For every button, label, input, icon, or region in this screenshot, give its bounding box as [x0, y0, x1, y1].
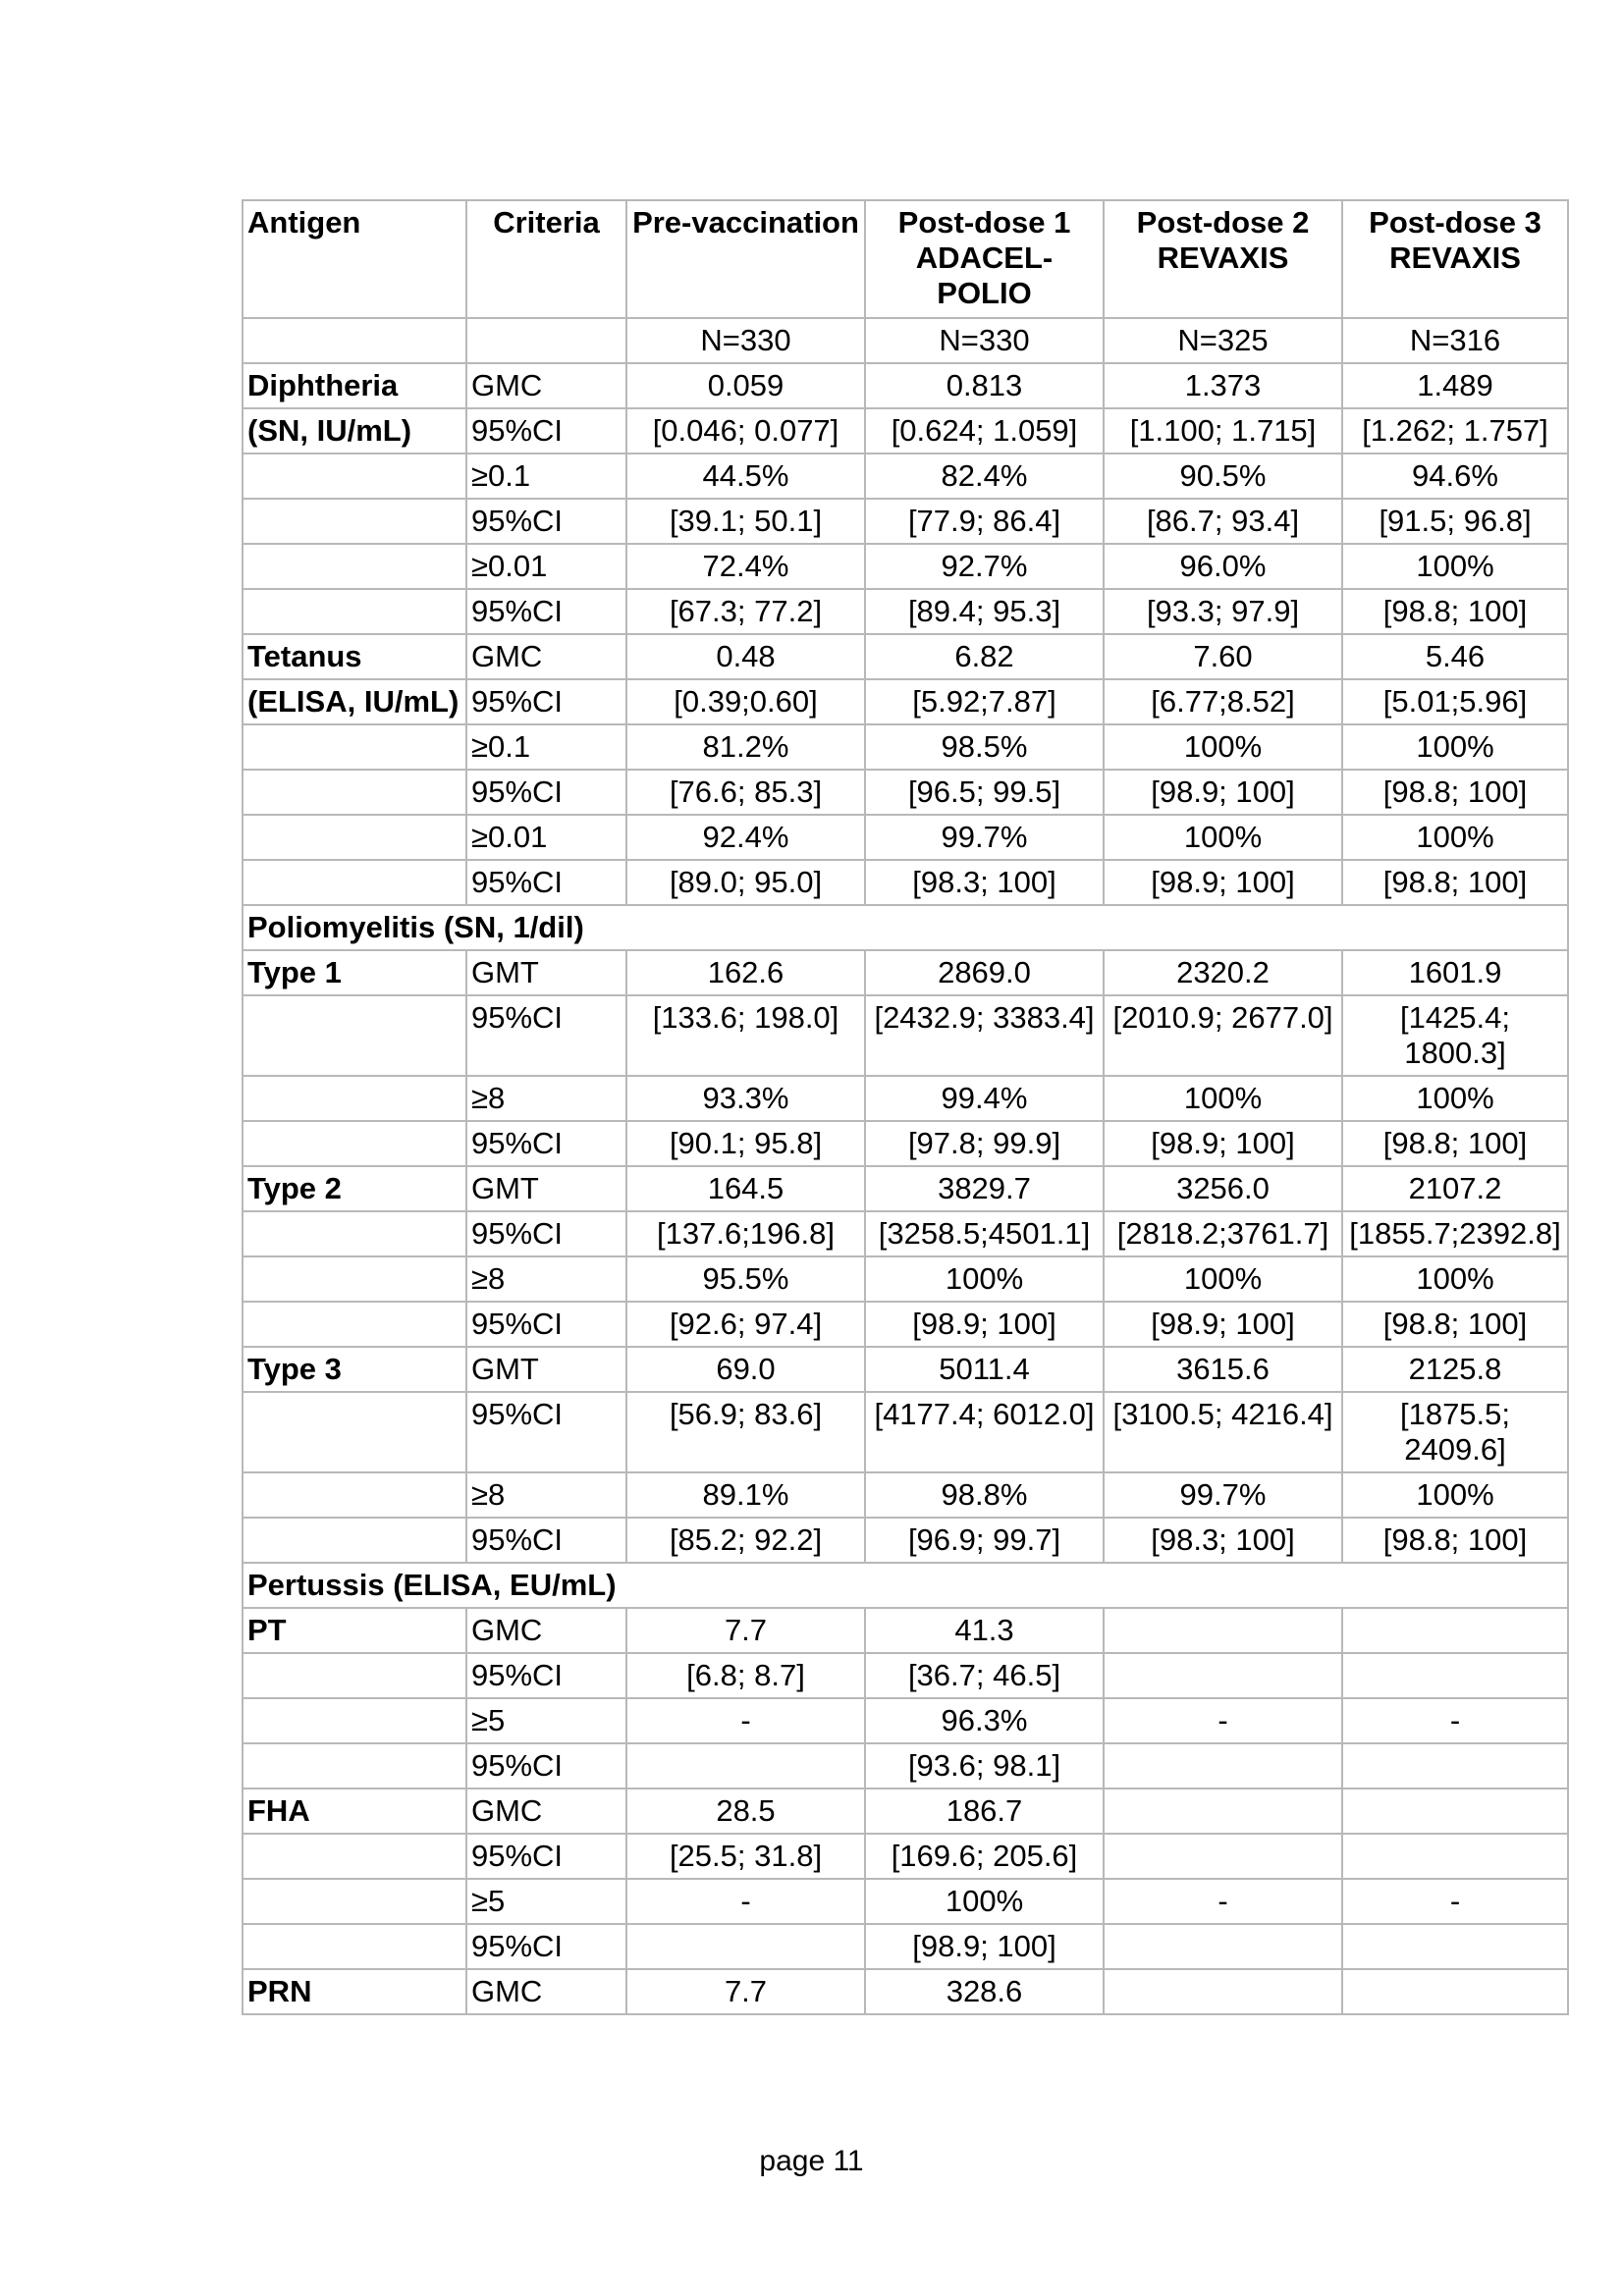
antigen-cell [243, 1924, 466, 1969]
value-cell: [4177.4; 6012.0] [865, 1392, 1104, 1472]
antigen-cell [243, 860, 466, 905]
table-row [243, 1789, 1568, 1834]
table-row [243, 724, 1568, 770]
criteria-cell: ≥5 [466, 1879, 626, 1924]
antigen-cell: Type 3 [243, 1347, 466, 1392]
criteria-cell: GMC [466, 634, 626, 679]
value-cell: [5.01;5.96] [1342, 679, 1568, 724]
criteria-cell: 95%CI [466, 1121, 626, 1166]
value-cell: 69.0 [626, 1347, 865, 1392]
antigen-cell [243, 544, 466, 589]
value-cell: 28.5 [626, 1789, 865, 1834]
value-cell: 164.5 [626, 1166, 865, 1211]
criteria-cell: GMT [466, 950, 626, 995]
table-row [243, 1879, 1568, 1924]
antigen-cell [243, 1879, 466, 1924]
value-cell: 100% [1104, 1256, 1342, 1302]
header-post-dose-3: Post-dose 3 REVAXIS [1342, 200, 1568, 318]
criteria-cell: 95%CI [466, 499, 626, 544]
value-cell: 100% [865, 1256, 1104, 1302]
value-cell: [98.8; 100] [1342, 1518, 1568, 1563]
table-row [243, 408, 1568, 454]
table-row [243, 589, 1568, 634]
value-cell: 99.7% [865, 815, 1104, 860]
value-cell [1342, 1834, 1568, 1879]
criteria-cell: GMC [466, 1789, 626, 1834]
value-cell: [98.9; 100] [1104, 1302, 1342, 1347]
value-cell [1104, 1653, 1342, 1698]
value-cell: 100% [1342, 1076, 1568, 1121]
value-cell: [86.7; 93.4] [1104, 499, 1342, 544]
value-cell: 95.5% [626, 1256, 865, 1302]
value-cell: 7.7 [626, 1969, 865, 2014]
value-cell [1104, 1834, 1342, 1879]
value-cell: [1855.7;2392.8] [1342, 1211, 1568, 1256]
criteria-cell: GMC [466, 1608, 626, 1653]
value-cell: - [1104, 1879, 1342, 1924]
criteria-cell: GMC [466, 1969, 626, 2014]
value-cell: 100% [1104, 724, 1342, 770]
value-cell: - [1342, 1879, 1568, 1924]
value-cell: 100% [1342, 1256, 1568, 1302]
table-row [243, 454, 1568, 499]
criteria-cell: ≥0.1 [466, 454, 626, 499]
value-cell: [93.3; 97.9] [1104, 589, 1342, 634]
table-row [243, 1472, 1568, 1518]
criteria-cell: GMT [466, 1166, 626, 1211]
table-row [243, 1211, 1568, 1256]
value-cell: [6.8; 8.7] [626, 1653, 865, 1698]
table-row [243, 1698, 1568, 1743]
antigen-cell [243, 1834, 466, 1879]
immunogenicity-table [242, 199, 1569, 2015]
antigen-cell [243, 1211, 466, 1256]
antigen-cell [243, 318, 466, 363]
value-cell: [85.2; 92.2] [626, 1518, 865, 1563]
value-cell: 100% [1342, 724, 1568, 770]
table-row [243, 1392, 1568, 1472]
table-row [243, 363, 1568, 408]
antigen-cell [243, 1392, 466, 1472]
value-cell: 99.4% [865, 1076, 1104, 1121]
criteria-cell: GMT [466, 1347, 626, 1392]
value-cell: 89.1% [626, 1472, 865, 1518]
value-cell [1342, 1969, 1568, 2014]
antigen-cell: PT [243, 1608, 466, 1653]
criteria-cell: ≥8 [466, 1076, 626, 1121]
table-row [243, 544, 1568, 589]
criteria-cell: 95%CI [466, 1743, 626, 1789]
value-cell: [36.7; 46.5] [865, 1653, 1104, 1698]
value-cell: 81.2% [626, 724, 865, 770]
value-cell: 1.489 [1342, 363, 1568, 408]
header-criteria: Criteria [466, 200, 626, 318]
value-cell: [96.5; 99.5] [865, 770, 1104, 815]
value-cell: N=330 [865, 318, 1104, 363]
value-cell: [98.8; 100] [1342, 860, 1568, 905]
table-row [243, 950, 1568, 995]
value-cell: [97.8; 99.9] [865, 1121, 1104, 1166]
value-cell: [93.6; 98.1] [865, 1743, 1104, 1789]
criteria-cell: ≥0.01 [466, 815, 626, 860]
value-cell: [3258.5;4501.1] [865, 1211, 1104, 1256]
table-row [243, 1969, 1568, 2014]
value-cell [1104, 1969, 1342, 2014]
table-row [243, 1743, 1568, 1789]
criteria-cell: 95%CI [466, 589, 626, 634]
value-cell: 0.813 [865, 363, 1104, 408]
value-cell: [96.9; 99.7] [865, 1518, 1104, 1563]
antigen-cell: FHA [243, 1789, 466, 1834]
value-cell: [133.6; 198.0] [626, 995, 865, 1076]
value-cell: 98.5% [865, 724, 1104, 770]
criteria-cell: 95%CI [466, 1834, 626, 1879]
value-cell: 96.0% [1104, 544, 1342, 589]
table-row [243, 1347, 1568, 1392]
value-cell: [98.8; 100] [1342, 1302, 1568, 1347]
antigen-cell [243, 1076, 466, 1121]
value-cell [626, 1924, 865, 1969]
criteria-cell: 95%CI [466, 679, 626, 724]
header-antigen: Antigen [243, 200, 466, 318]
value-cell: [92.6; 97.4] [626, 1302, 865, 1347]
header-pre-vaccination: Pre-vaccination [626, 200, 865, 318]
value-cell: [98.9; 100] [865, 1924, 1104, 1969]
antigen-cell [243, 770, 466, 815]
value-cell: [169.6; 205.6] [865, 1834, 1104, 1879]
criteria-cell: ≥0.1 [466, 724, 626, 770]
value-cell: [2010.9; 2677.0] [1104, 995, 1342, 1076]
value-cell: - [626, 1698, 865, 1743]
value-cell: 94.6% [1342, 454, 1568, 499]
antigen-cell: Type 2 [243, 1166, 466, 1211]
antigen-cell [243, 1698, 466, 1743]
value-cell: [98.9; 100] [1104, 860, 1342, 905]
value-cell: [98.9; 100] [865, 1302, 1104, 1347]
value-cell: 0.059 [626, 363, 865, 408]
criteria-cell: GMC [466, 363, 626, 408]
table-header-row [243, 200, 1568, 318]
criteria-cell [466, 318, 626, 363]
antigen-cell [243, 1472, 466, 1518]
value-cell: [67.3; 77.2] [626, 589, 865, 634]
value-cell: 2320.2 [1104, 950, 1342, 995]
value-cell: 162.6 [626, 950, 865, 995]
value-cell: [137.6;196.8] [626, 1211, 865, 1256]
antigen-cell: (SN, IU/mL) [243, 408, 466, 454]
value-cell: 100% [1342, 1472, 1568, 1518]
value-cell [1342, 1789, 1568, 1834]
value-cell: [1.100; 1.715] [1104, 408, 1342, 454]
value-cell: 99.7% [1104, 1472, 1342, 1518]
value-cell: 6.82 [865, 634, 1104, 679]
value-cell: [98.8; 100] [1342, 589, 1568, 634]
criteria-cell: 95%CI [466, 1392, 626, 1472]
table-row [243, 1121, 1568, 1166]
antigen-cell [243, 995, 466, 1076]
criteria-cell: 95%CI [466, 1302, 626, 1347]
value-cell: [90.1; 95.8] [626, 1121, 865, 1166]
criteria-cell: 95%CI [466, 770, 626, 815]
value-cell: [1425.4; 1800.3] [1342, 995, 1568, 1076]
antigen-cell [243, 724, 466, 770]
value-cell: 100% [1104, 815, 1342, 860]
value-cell: N=330 [626, 318, 865, 363]
value-cell [1104, 1789, 1342, 1834]
antigen-cell [243, 589, 466, 634]
table-row [243, 1518, 1568, 1563]
value-cell: [77.9; 86.4] [865, 499, 1104, 544]
value-cell: 44.5% [626, 454, 865, 499]
value-cell: 72.4% [626, 544, 865, 589]
value-cell: 3829.7 [865, 1166, 1104, 1211]
value-cell: 96.3% [865, 1698, 1104, 1743]
value-cell [1104, 1608, 1342, 1653]
criteria-cell: 95%CI [466, 1211, 626, 1256]
value-cell: 2107.2 [1342, 1166, 1568, 1211]
antigen-cell [243, 1743, 466, 1789]
value-cell: [5.92;7.87] [865, 679, 1104, 724]
criteria-cell: ≥8 [466, 1256, 626, 1302]
value-cell: [98.9; 100] [1104, 1121, 1342, 1166]
antigen-cell: (ELISA, IU/mL) [243, 679, 466, 724]
value-cell [1104, 1924, 1342, 1969]
table-row [243, 770, 1568, 815]
value-cell: 100% [1104, 1076, 1342, 1121]
value-cell: [98.3; 100] [1104, 1518, 1342, 1563]
antigen-cell [243, 454, 466, 499]
value-cell: [76.6; 85.3] [626, 770, 865, 815]
value-cell [1342, 1653, 1568, 1698]
table-row [243, 679, 1568, 724]
value-cell: 92.4% [626, 815, 865, 860]
value-cell: [2432.9; 3383.4] [865, 995, 1104, 1076]
criteria-cell: 95%CI [466, 1924, 626, 1969]
value-cell: 1.373 [1104, 363, 1342, 408]
table-body [243, 318, 1568, 2014]
antigen-cell: PRN [243, 1969, 466, 2014]
value-cell [1342, 1743, 1568, 1789]
value-cell: 90.5% [1104, 454, 1342, 499]
criteria-cell: ≥0.01 [466, 544, 626, 589]
value-cell: [56.9; 83.6] [626, 1392, 865, 1472]
value-cell: [39.1; 50.1] [626, 499, 865, 544]
value-cell: 2869.0 [865, 950, 1104, 995]
value-cell: - [626, 1879, 865, 1924]
table-row [243, 860, 1568, 905]
criteria-cell: 95%CI [466, 860, 626, 905]
value-cell: 7.7 [626, 1608, 865, 1653]
value-cell: 93.3% [626, 1076, 865, 1121]
antigen-cell [243, 1302, 466, 1347]
value-cell: [1.262; 1.757] [1342, 408, 1568, 454]
table-row [243, 995, 1568, 1076]
value-cell: 5.46 [1342, 634, 1568, 679]
value-cell: [91.5; 96.8] [1342, 499, 1568, 544]
value-cell: [98.8; 100] [1342, 1121, 1568, 1166]
value-cell [626, 1743, 865, 1789]
value-cell: 7.60 [1104, 634, 1342, 679]
value-cell: 1601.9 [1342, 950, 1568, 995]
value-cell: [98.3; 100] [865, 860, 1104, 905]
criteria-cell: ≥8 [466, 1472, 626, 1518]
value-cell [1342, 1924, 1568, 1969]
value-cell [1342, 1608, 1568, 1653]
value-cell: [1875.5; 2409.6] [1342, 1392, 1568, 1472]
value-cell: 186.7 [865, 1789, 1104, 1834]
value-cell: 92.7% [865, 544, 1104, 589]
value-cell: [98.9; 100] [1104, 770, 1342, 815]
value-cell: - [1104, 1698, 1342, 1743]
value-cell: 328.6 [865, 1969, 1104, 2014]
table-row [243, 1563, 1568, 1608]
value-cell: 2125.8 [1342, 1347, 1568, 1392]
antigen-cell [243, 815, 466, 860]
value-cell: 100% [1342, 544, 1568, 589]
table-row [243, 318, 1568, 363]
value-cell: 98.8% [865, 1472, 1104, 1518]
value-cell: 100% [1342, 815, 1568, 860]
criteria-cell: 95%CI [466, 1653, 626, 1698]
value-cell: [89.4; 95.3] [865, 589, 1104, 634]
criteria-cell: 95%CI [466, 995, 626, 1076]
table-row [243, 905, 1568, 950]
value-cell: [89.0; 95.0] [626, 860, 865, 905]
value-cell: - [1342, 1698, 1568, 1743]
table-row [243, 1166, 1568, 1211]
value-cell: 41.3 [865, 1608, 1104, 1653]
table-row [243, 815, 1568, 860]
value-cell: [25.5; 31.8] [626, 1834, 865, 1879]
table-row [243, 1834, 1568, 1879]
table-row [243, 1608, 1568, 1653]
value-cell: [98.8; 100] [1342, 770, 1568, 815]
antigen-cell: Tetanus [243, 634, 466, 679]
table-row [243, 499, 1568, 544]
table-row [243, 1302, 1568, 1347]
value-cell: [6.77;8.52] [1104, 679, 1342, 724]
antigen-cell: Type 1 [243, 950, 466, 995]
antigen-cell: Diphtheria [243, 363, 466, 408]
value-cell [1104, 1743, 1342, 1789]
criteria-cell: ≥5 [466, 1698, 626, 1743]
value-cell: 3615.6 [1104, 1347, 1342, 1392]
antigen-cell [243, 499, 466, 544]
table-row [243, 1256, 1568, 1302]
section-heading-cell: Pertussis (ELISA, EU/mL) [243, 1563, 1568, 1608]
value-cell: [0.046; 0.077] [626, 408, 865, 454]
value-cell: 5011.4 [865, 1347, 1104, 1392]
antigen-cell [243, 1256, 466, 1302]
table-row [243, 1924, 1568, 1969]
table-row [243, 1076, 1568, 1121]
antigen-cell [243, 1121, 466, 1166]
value-cell: [2818.2;3761.7] [1104, 1211, 1342, 1256]
section-heading-cell: Poliomyelitis (SN, 1/dil) [243, 905, 1568, 950]
value-cell: N=325 [1104, 318, 1342, 363]
value-cell: 82.4% [865, 454, 1104, 499]
value-cell: [0.39;0.60] [626, 679, 865, 724]
value-cell: 0.48 [626, 634, 865, 679]
antigen-cell [243, 1518, 466, 1563]
criteria-cell: 95%CI [466, 408, 626, 454]
antigen-cell [243, 1653, 466, 1698]
value-cell: [3100.5; 4216.4] [1104, 1392, 1342, 1472]
value-cell: 100% [865, 1879, 1104, 1924]
value-cell: 3256.0 [1104, 1166, 1342, 1211]
value-cell: N=316 [1342, 318, 1568, 363]
header-post-dose-2: Post-dose 2 REVAXIS [1104, 200, 1342, 318]
criteria-cell: 95%CI [466, 1518, 626, 1563]
table-row [243, 1653, 1568, 1698]
table-row [243, 634, 1568, 679]
value-cell: [0.624; 1.059] [865, 408, 1104, 454]
page-number: page 11 [759, 2145, 864, 2177]
header-post-dose-1: Post-dose 1 ADACEL-POLIO [865, 200, 1104, 318]
